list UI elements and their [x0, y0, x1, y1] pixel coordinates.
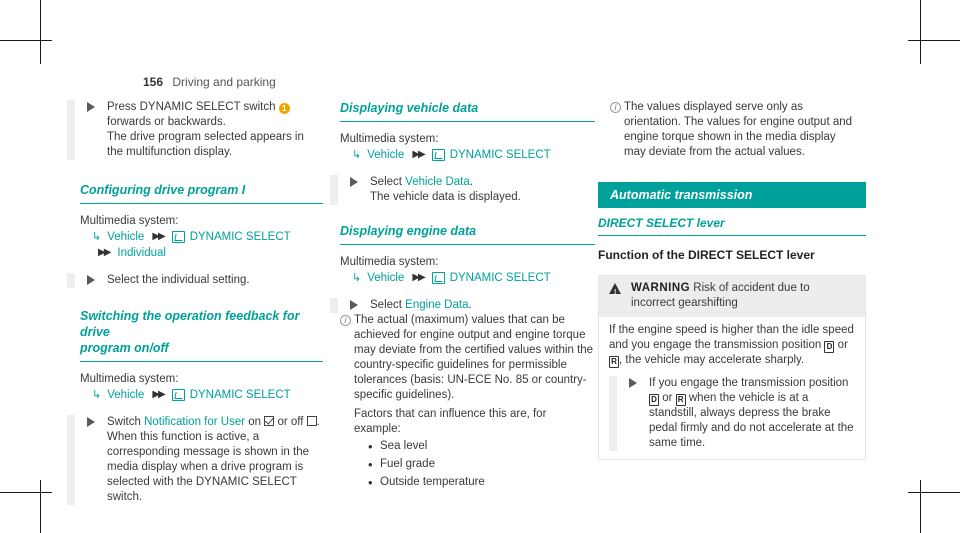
- crop-mark: [40, 480, 41, 533]
- menu-item-dynamic-select: DYNAMIC SELECT: [449, 149, 551, 161]
- section-title: [80, 308, 323, 362]
- crop-mark: [908, 40, 960, 41]
- info-text: The values displayed serve only as orientation. The values for engine output and engine torque shown in the media display may deviate from the actual values.: [624, 101, 853, 158]
- warning-body: [599, 317, 865, 459]
- menu-item-vehicle: Vehicle: [367, 149, 405, 161]
- seat-icon: [172, 231, 185, 243]
- crop-mark: [0, 40, 52, 41]
- gear-key-d: D: [649, 394, 659, 406]
- seat-icon: [432, 149, 445, 161]
- step-result: The vehicle data is displayed.: [370, 191, 521, 203]
- gear-key-r: R: [676, 394, 686, 406]
- list-item: • Sea level: [368, 439, 595, 454]
- warning-label: WARNING: [631, 282, 691, 294]
- checkbox-empty-icon: [307, 416, 317, 426]
- info-text: The actual (maximum) values that can be achieved for engine output and engine torque may deviate from the certified values within the country-specific guidelines for permissible tolerances (basis: UN-ECE No. 85 or country-specific guidelines).: [354, 314, 594, 401]
- step-result: When this function is active, a corresponding message is shown in the media display when a drive program is selected with the DYNAMIC SELECT switch.: [107, 431, 310, 503]
- section-title-line: program on/off: [80, 341, 169, 355]
- menu-path: [92, 229, 323, 245]
- path-hook-icon: ↳: [92, 389, 102, 401]
- gear-key-r: R: [609, 356, 619, 368]
- column-3: [598, 100, 866, 460]
- crop-mark: [0, 492, 52, 493]
- step-arrow-icon: [629, 378, 637, 388]
- warning-header: [599, 276, 865, 317]
- chevron-double-icon: ▶▶: [412, 272, 424, 283]
- gear-key-d: D: [824, 341, 834, 353]
- menu-item-engine-data: Engine Data: [405, 299, 469, 311]
- page-header: [143, 75, 276, 90]
- checkbox-checked-icon: [264, 416, 274, 426]
- step-text: Press DYNAMIC SELECT switch: [107, 101, 276, 113]
- sub-section-title: DIRECT SELECT lever: [598, 216, 866, 236]
- menu-item-vehicle: Vehicle: [107, 389, 145, 401]
- column-1: [58, 100, 323, 505]
- menu-item-dynamic-select: DYNAMIC SELECT: [449, 272, 551, 284]
- menu-item-vehicle-data: Vehicle Data: [405, 176, 470, 188]
- crop-mark: [920, 0, 921, 64]
- info-text: Factors that can influence this are, for example:: [354, 408, 547, 435]
- menu-item-notification: Notification for User: [144, 416, 246, 428]
- step-text: Select: [370, 299, 402, 311]
- warning-text: when the vehicle is at a standstill, always depress the brake pedal firmly and do not accelerate at the same time.: [649, 392, 854, 449]
- multimedia-label: Multimedia system:: [80, 215, 179, 227]
- warning-text: If you engage the transmission position: [649, 377, 849, 389]
- crop-mark: [40, 0, 41, 64]
- step-text: forwards or backwards.: [107, 116, 226, 128]
- multimedia-label: Multimedia system:: [340, 256, 439, 268]
- chevron-double-icon: ▶▶: [152, 231, 164, 242]
- instruction-step: Select Engine Data.: [330, 298, 595, 313]
- section-title-line: Switching the operation feedback for drive: [80, 309, 300, 339]
- seat-icon: [432, 272, 445, 284]
- step-arrow-icon: [350, 177, 358, 187]
- list-item: • Fuel grade: [368, 457, 595, 472]
- menu-path: [92, 387, 323, 403]
- warning-box: [598, 275, 866, 460]
- step-arrow-icon: [87, 417, 95, 427]
- instruction-step: Select Vehicle Data. The vehicle data is displayed.: [330, 175, 595, 205]
- step-text: or off: [277, 416, 304, 428]
- warning-text: or: [837, 339, 848, 351]
- menu-path: [98, 245, 323, 261]
- path-hook-icon: ↳: [92, 231, 102, 243]
- factor-list: [368, 439, 595, 490]
- path-hook-icon: ↳: [352, 149, 362, 161]
- step-text: Select the individual setting.: [107, 274, 250, 286]
- multimedia-label: Multimedia system:: [340, 133, 439, 145]
- info-icon: i: [340, 315, 351, 326]
- page-section-title: Driving and parking: [172, 75, 276, 89]
- column-2: [330, 100, 595, 493]
- instruction-step: Switch Notification for User on or off . When this function is active, a corresponding message is shown in the media display when a drive program is selected with the DYNAMIC SELECT switch.: [67, 415, 323, 505]
- seat-icon: [172, 389, 185, 401]
- warning-triangle-icon: [609, 283, 621, 294]
- section-title: Displaying engine data: [340, 223, 595, 245]
- menu-path: [352, 147, 595, 163]
- path-hook-icon: ↳: [352, 272, 362, 284]
- step-arrow-icon: [87, 275, 95, 285]
- crop-mark: [920, 480, 921, 533]
- menu-item-vehicle: Vehicle: [107, 231, 145, 243]
- chevron-double-icon: ▶▶: [152, 389, 164, 400]
- info-icon: i: [610, 102, 621, 113]
- list-item: • Outside temperature: [368, 475, 595, 490]
- warning-headline: Risk of accident due to incorrect gearshifting: [631, 282, 810, 309]
- instruction-step: [609, 376, 855, 451]
- info-note: [610, 100, 858, 160]
- step-text: Switch: [107, 416, 141, 428]
- step-arrow-icon: [350, 300, 358, 310]
- instruction-step: [67, 100, 323, 160]
- warning-text: If the engine speed is higher than the idle speed and you engage the transmission position: [609, 324, 854, 351]
- warning-text: or: [662, 392, 673, 404]
- step-text: on: [248, 416, 262, 428]
- instruction-step: [67, 273, 323, 288]
- crop-mark: [908, 492, 960, 493]
- chevron-double-icon: ▶▶: [98, 247, 110, 258]
- chapter-banner: Automatic transmission: [598, 182, 866, 208]
- step-result: The drive program selected appears in the multifunction display.: [107, 131, 304, 158]
- menu-item-vehicle: Vehicle: [367, 272, 405, 284]
- step-arrow-icon: [87, 102, 95, 112]
- callout-badge: 1: [279, 103, 290, 114]
- menu-item-dynamic-select: DYNAMIC SELECT: [189, 389, 291, 401]
- multimedia-label: Multimedia system:: [80, 373, 179, 385]
- function-title: Function of the DIRECT SELECT lever: [598, 248, 815, 262]
- step-text: Select: [370, 176, 402, 188]
- menu-item-individual: Individual: [117, 247, 166, 259]
- menu-item-dynamic-select: DYNAMIC SELECT: [189, 231, 291, 243]
- chevron-double-icon: ▶▶: [412, 149, 424, 160]
- page-number: 156: [143, 75, 164, 89]
- section-title: Displaying vehicle data: [340, 100, 595, 122]
- section-title: Configuring drive program I: [80, 182, 323, 204]
- menu-path: [352, 270, 595, 286]
- info-note: [340, 313, 595, 490]
- warning-text: , the vehicle may accelerate sharply.: [619, 354, 805, 366]
